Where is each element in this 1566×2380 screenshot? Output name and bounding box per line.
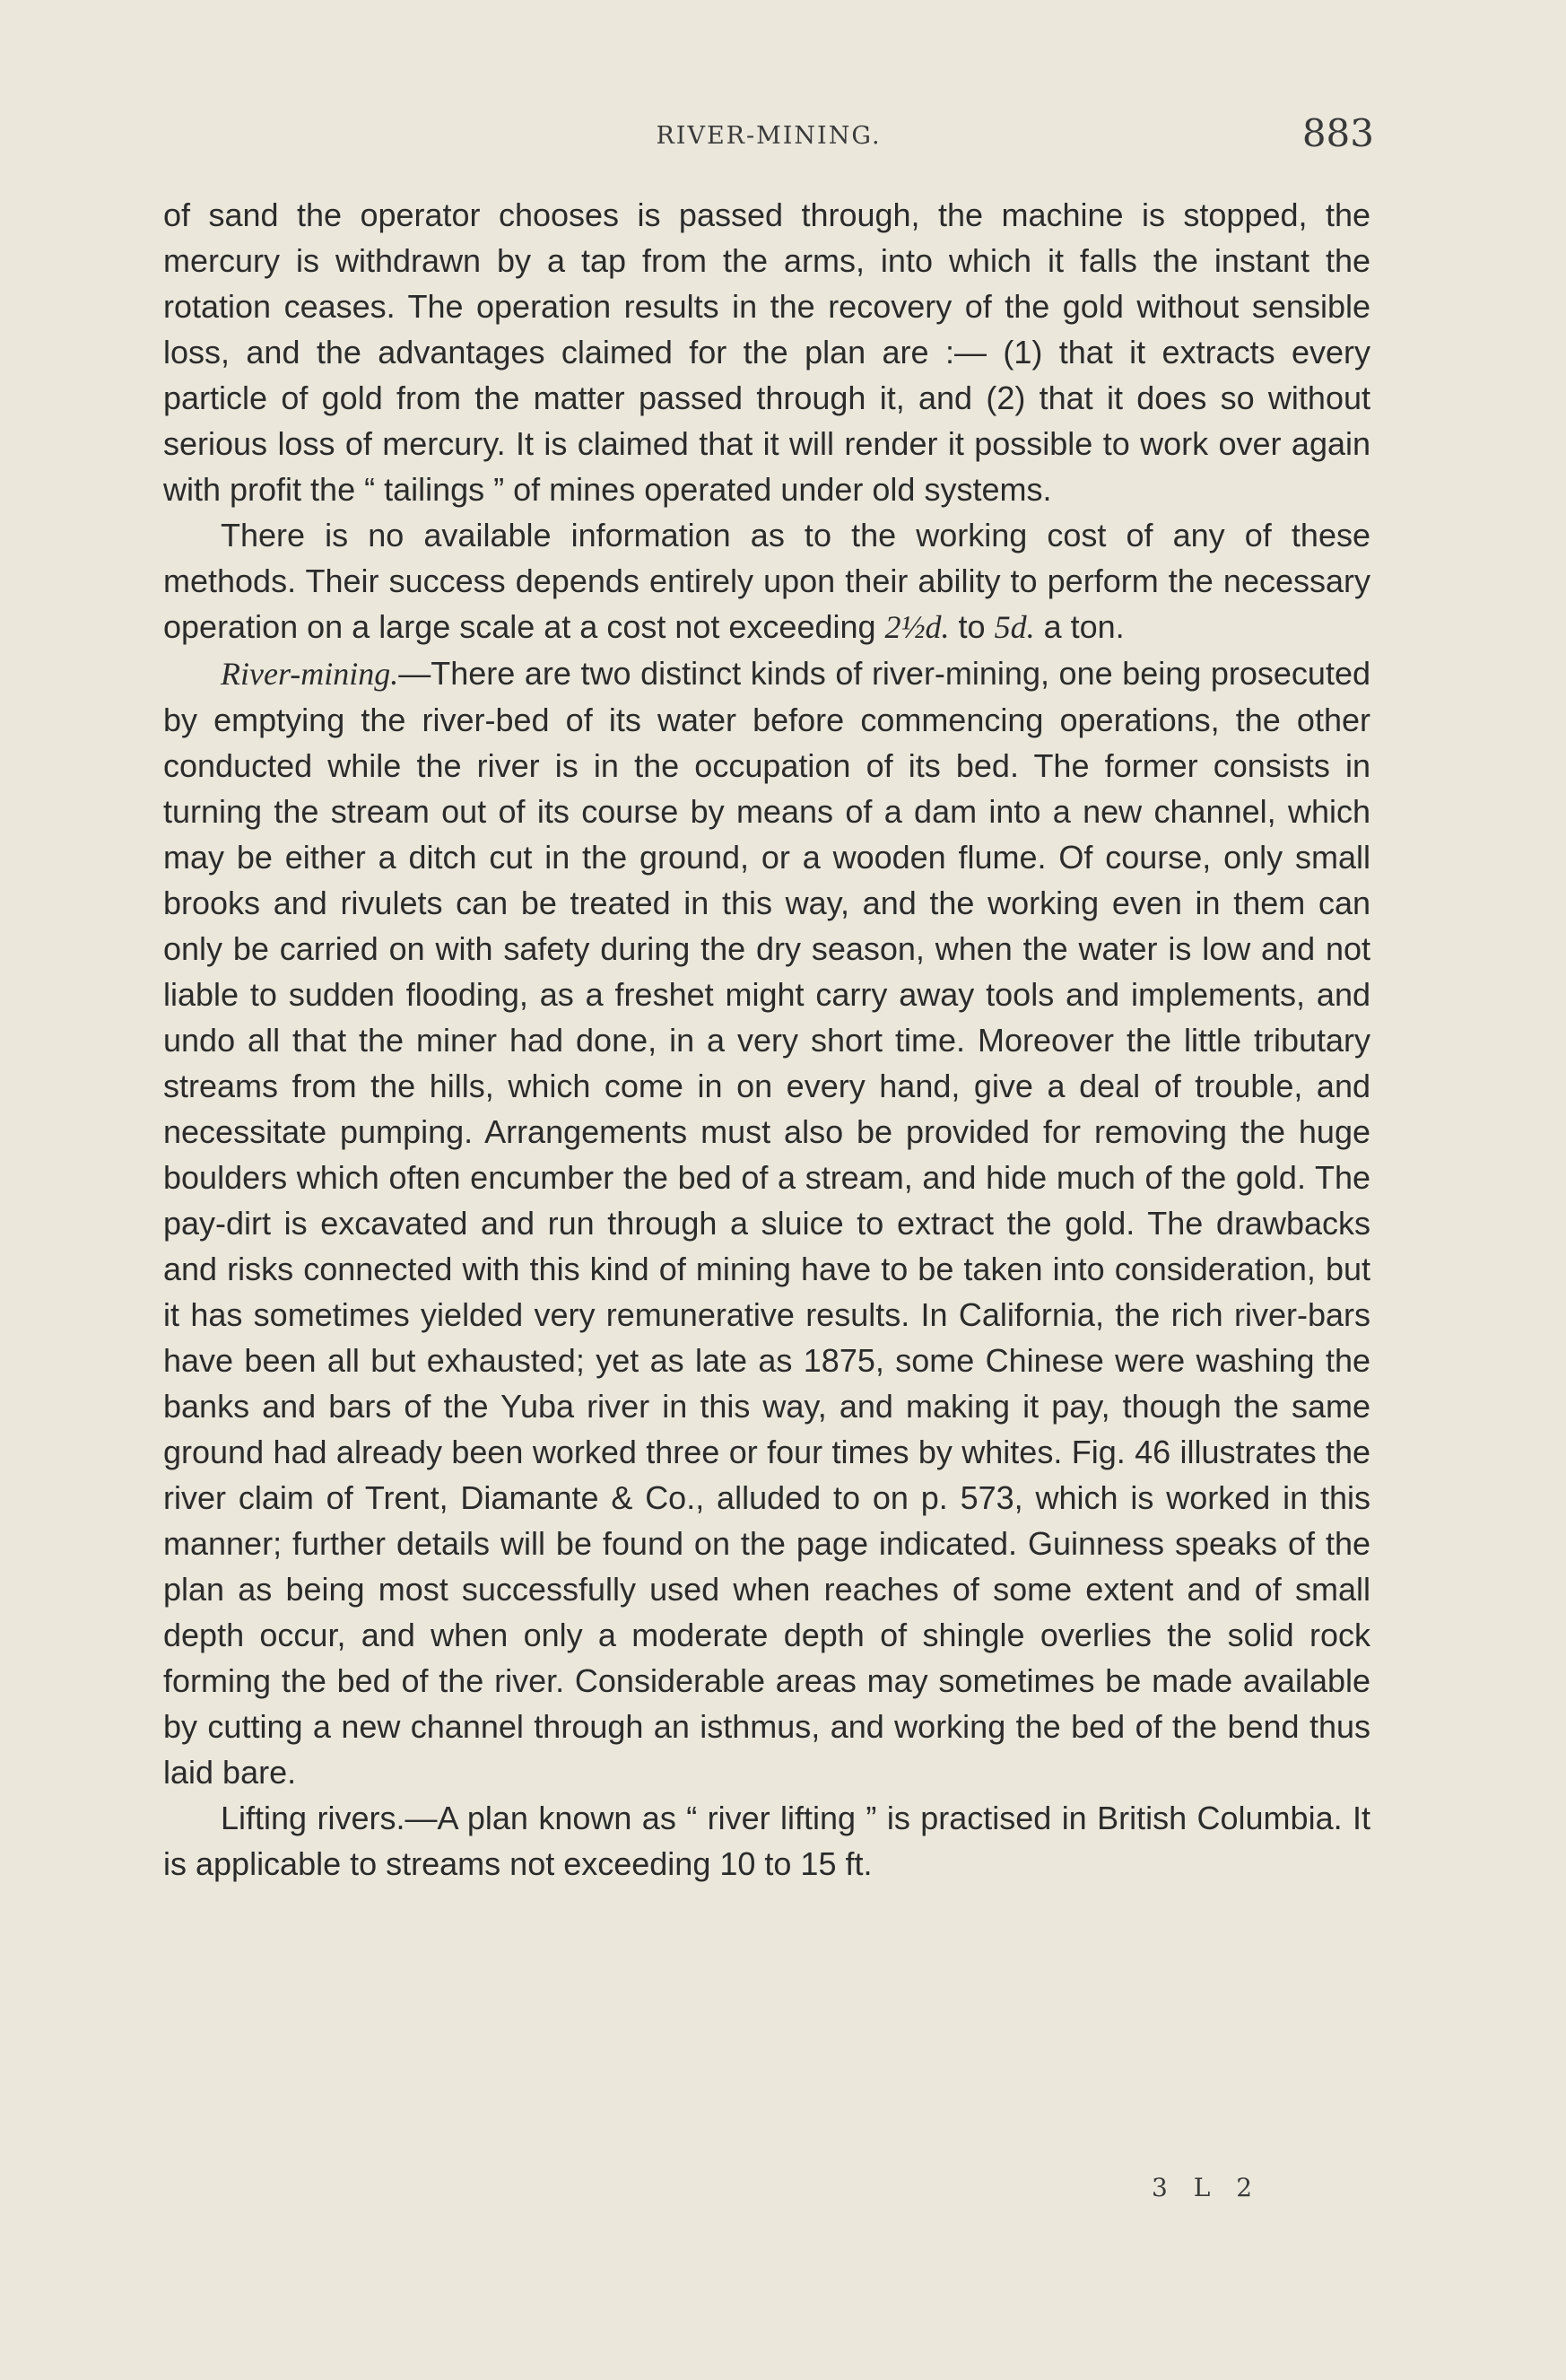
cost-high: 5d. — [994, 609, 1035, 645]
paragraph-3-text: —There are two distinct kinds of river-mining, one being prosecuted by emptying the river-bed of its water before commencing operations, the other conducted while the river is in the occupation of its bed. The former consists in turning the stream out of its course by means of a dam into a new channel, which may be either a ditch cut in the ground, or a wooden flume. Of course, only small brooks and rivulets can be treated in this way, and the working even in them can only be carried on with safety during the dry season, when the water is low and not liable to sudden flooding, as a freshet might carry away tools and implements, and undo all that the miner had done, in a very short time. Moreover the little tributary streams from the hills, which come in on every hand, give a deal of trouble, and necessitate pumping. Arrangements must also be provided for removing the huge boulders which often encumber the bed of a stream, and hide much of the gold. The pay-dirt is excavated and run through a sluice to extract the gold. The drawbacks and risks connected with this kind of mining have to be taken into consideration, but it has sometimes yielded very remunerative results. In California, the rich river-bars have been all but exhausted; yet as late as 1875, some Chinese were washing the banks and bars of the Yuba river in this way, and making it pay, though the same ground had already been worked three or four times by whites. Fig. 46 illustrates the river claim of Trent, Diamante & Co., alluded to on p. 573, which is worked in this manner; further details will be found on the page indicated. Guinness speaks of the plan as being most successfully used when reaches of some extent and of small depth occur, and when only a moderate depth of shingle overlies the solid rock forming the bed of the river. Considerable areas may sometimes be made available by cutting a new channel through an isthmus, and working the bed of the bend thus laid bare. — [163, 655, 1370, 1791]
paragraph-3 — [163, 650, 1370, 1795]
paragraph-2 — [163, 512, 1370, 650]
page-header — [163, 111, 1374, 165]
cost-low: 2½d. — [884, 609, 950, 645]
section-heading-river-mining: River-mining. — [221, 656, 399, 692]
cost-to: to — [949, 608, 995, 645]
paragraph-1: of sand the operator chooses is passed through, the machine is stopped, the mercury is withdrawn by a tap from the arms, into which it falls the instant the rotation ceases. The operation results in the recovery of the gold without sensible loss, and the advantages claimed for the plan are :— (1) that it extracts every particle of gold from the matter passed through it, and (2) that it does so without serious loss of mercury. It is claimed that it will render it possible to work over again with profit the “ tailings ” of mines operated under old systems. — [163, 196, 1370, 508]
paragraph-4: Lifting rivers.—A plan known as “ river lifting ” is practised in British Columbia. It is applicable to streams not exceeding 10 to 15 ft. — [163, 1800, 1370, 1882]
paragraph-2-end: a ton. — [1034, 608, 1125, 645]
signature-mark: 3 L 2 — [1152, 2173, 1262, 2202]
paragraph-2-text: There is no available information as to the working cost of any of these methods. Their success depends entirely upon their ability to perform the necessary operation on a large scale at a cost not exceeding — [163, 517, 1370, 645]
running-head: RIVER-MINING. — [656, 122, 882, 150]
body-text — [163, 192, 1370, 1887]
page-number: 883 — [1301, 111, 1374, 155]
